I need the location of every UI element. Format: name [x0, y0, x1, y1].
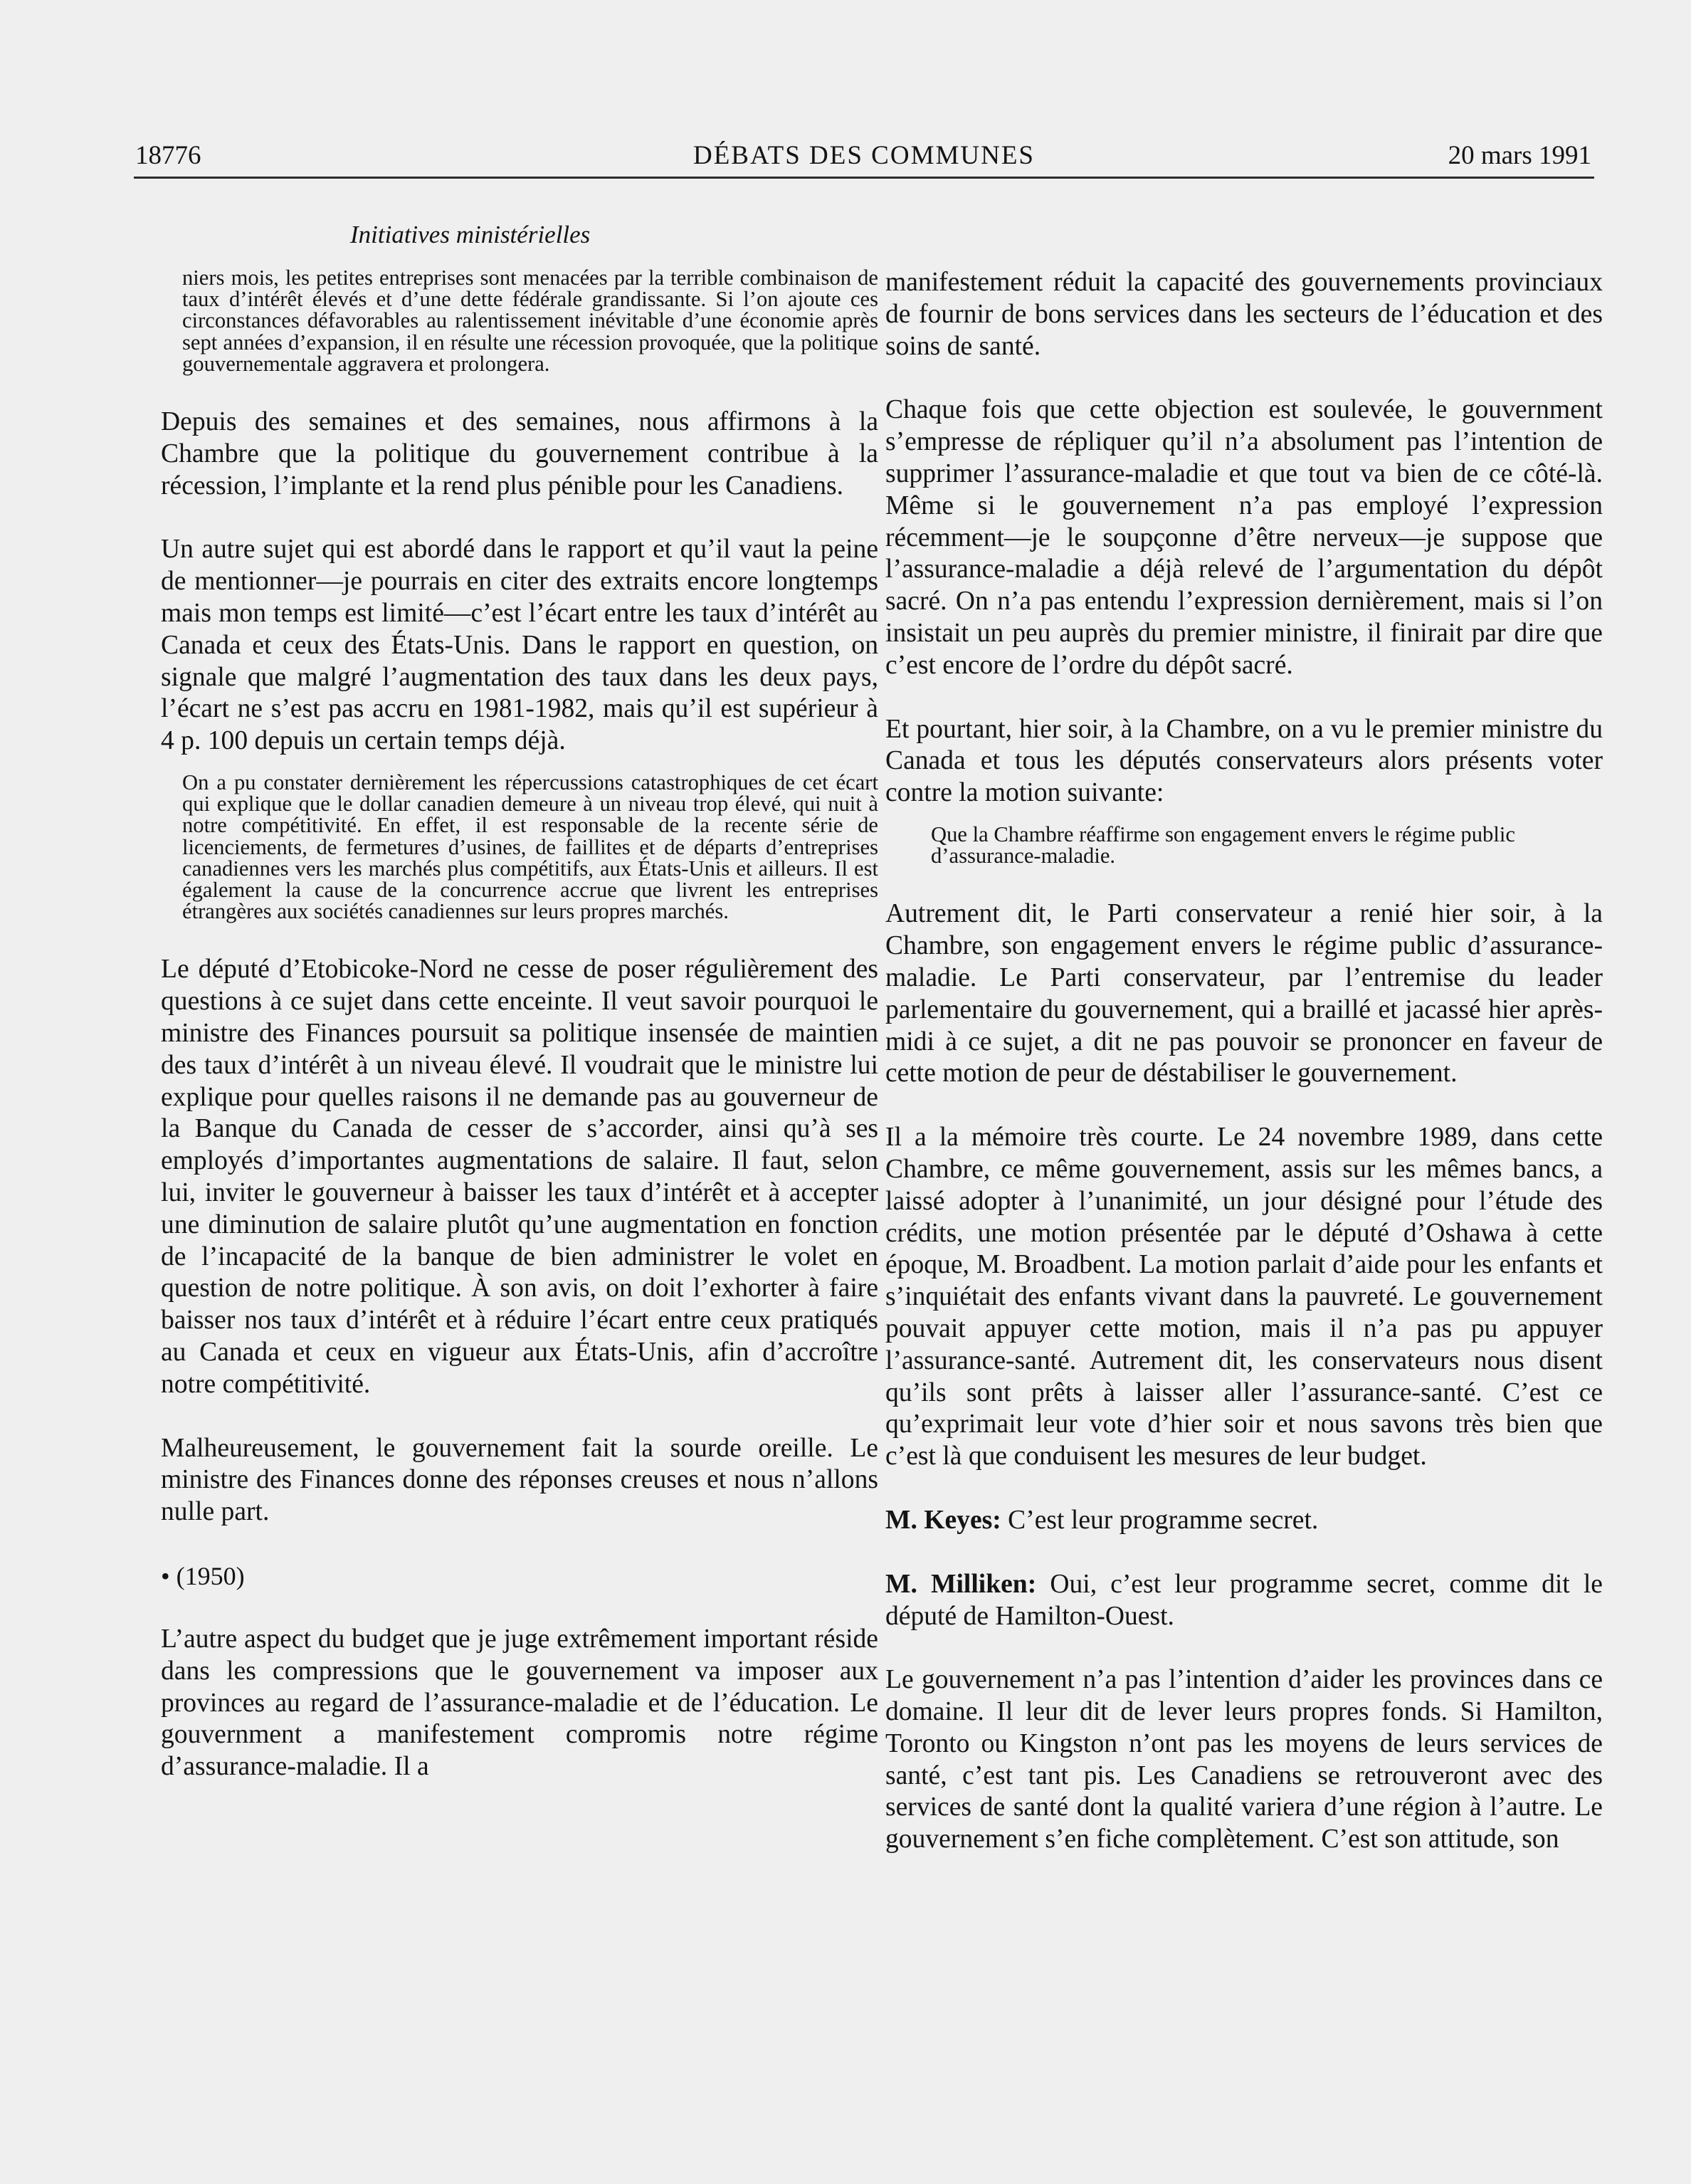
paragraph: Depuis des semaines et des semaines, nous affirmons à la Chambre que la politique du gouvernement contribue à la récession, l’implante et la rend plus pénible pour les Canadiens.	[161, 407, 878, 500]
paragraph: Chaque fois que cette objection est soulevée, le gouvernment s’empresse de répliquer qu’il n’a absolument pas l’intention de supprimer l’assurance-maladie et que tout va bien de ce côté-là. Même si le gouvernement n’a pas employé l’expression récemment—je le soupçonne d’être nerveux—je suppose que l’assurance-maladie a déjà relevé de l’argumentation du dépôt sacré. On n’a pas entendu l’expression dernièrement, mais si l’on insistait un peu auprès du premier ministre, il finirait par dire que c’est encore de l’ordre du dépôt sacré.	[885, 395, 1603, 680]
right-column	[885, 267, 1603, 1856]
paragraph: Le gouvernement n’a pas l’intention d’aider les provinces dans ce domaine. Il leur dit de lever leurs propres fonds. Si Hamilton, Toronto ou Kingston n’ont pas les moyens de leurs services de santé, c’est tant pis. Les Canadiens se retrouveront avec des services de santé dont la qualité variera d’une région à l’autre. Le gouvernement s’en fiche complètement. C’est son attitude, son	[885, 1665, 1603, 1854]
paragraph: Un autre sujet qui est abordé dans le rapport et qu’il vaut la peine de mentionner—je pourrais en citer des extraits encore longtemps mais mon temps est limité—c’est l’écart entre les taux d’intérêt au Canada et ceux des États-Unis. Dans le rapport en question, on signale que malgré l’augmentation des taux dans les deux pays, l’écart ne s’est pas accru en 1981-1982, mais qu’il est supérieur à 4 p. 100 depuis un certain temps déjà.	[161, 535, 878, 756]
block-quote: niers mois, les petites entreprises sont menacées par la terrible combinaison de taux d’intérêt élevés et d’une dette fédérale grandissante. Si l’on ajoute ces circonstances défavorables au ralentissement inévitable d’une économie après sept années d’expansion, il en résulte une récession provoquée, que la politique gouvernementale aggravera et prolongera.	[182, 266, 878, 376]
speech-text: Oui, c’est leur programme secret, comme dit le député de Hamilton-Ouest.	[885, 1569, 1603, 1631]
motion-quote: Que la Chambre réaffirme son engagement envers le régime public d’assurance-maladie.	[931, 821, 1515, 868]
block-quote: On a pu constater dernièrement les répercussions catastrophiques de cet écart qui explique que le dollar canadien demeure à un niveau trop élevé, qui nuit à notre compétitivité. En effet, il est responsable de la recente série de licenciements, de fermetures d’usines, de faillites et de départs d’entreprises canadiennes vers les marchés plus compétitifs, aux États-Unis et ailleurs. Il est également la cause de la concurrence accrue que livrent les entreprises étrangères aux sociétés canadiennes sur leurs propres marchés.	[182, 770, 878, 924]
page-header	[134, 140, 1594, 179]
speech-text: C’est leur programme secret.	[1001, 1505, 1319, 1535]
paragraph: Et pourtant, hier soir, à la Chambre, on a vu le premier ministre du Canada et tous les députés conservateurs alors présents voter contre la motion suivante:	[885, 714, 1603, 808]
speech	[885, 1569, 1603, 1633]
speech	[885, 1505, 1603, 1537]
paragraph: L’autre aspect du budget que je juge extrêmement important réside dans les compressions que le gouvernement va imposer aux provinces au regard de l’assurance-maladie et de l’éducation. Le gouvernment a manifestement compromis notre régime d’assurance-maladie. Il a	[161, 1624, 878, 1782]
paragraph: Malheureusement, le gouvernement fait la sourde oreille. Le ministre des Finances donne des réponses creuses et nous n’allons nulle part.	[161, 1433, 878, 1527]
paragraph: Le député d’Etobicoke-Nord ne cesse de poser régulièrement des questions à ce sujet dans cette enceinte. Il veut savoir pourquoi le ministre des Finances poursuit sa politique insensée de maintien des taux d’intérêt à un niveau élevé. Il voudrait que le ministre lui explique pour quelles raisons il ne demande pas au gouverneur de la Banque du Canada de cesser de s’accorder, ainsi qu’à ses employés d’importantes augmentations de salaire. Il faut, selon lui, inviter le gouverneur à baisser les taux d’intérêt et à accepter une diminution de salaire plutôt qu’une augmentation en fonction de l’incapacité de la banque de bien administrer le volet en question de notre politique. À son avis, on doit l’exhorter à faire baisser nos taux d’intérêt et à réduire l’écart entre ceux pratiqués au Canada et ceux en vigueur aux États-Unis, afin d’accroître notre compétitivité.	[161, 955, 878, 1399]
paragraph: Autrement dit, le Parti conservateur a renié hier soir, à la Chambre, son engagement envers le régime public d’assurance-maladie. Le Parti conservateur, par l’entremise du leader parlementaire du gouvernement, qui a braillé et jacassé hier après-midi à ce sujet, a dit ne pas pouvoir se prononcer en faveur de cette motion de peur de déstabiliser le gouvernement.	[885, 899, 1603, 1088]
publication-title: DÉBATS DES COMMUNES	[692, 141, 1035, 170]
paragraph: Il a la mémoire très courte. Le 24 novembre 1989, dans cette Chambre, ce même gouvernement, assis sur les mêmes bancs, a laissé adopter à l’unanimité, un jour désigné pour l’étude des crédits, une motion présentée par le député d’Oshawa à cette époque, M. Broadbent. La motion parlait d’aide pour les enfants et s’inquiétait des enfants vivant dans la pauvreté. Le gouvernement pouvait appuyer cette motion, mais il n’a pas pu appuyer l’assurance-santé. Autrement dit, les conservateurs nous disent qu’ils sont prêts à laisser aller l’assurance-santé. C’est ce qu’exprimait leur vote d’hier soir et nous savons très bien que c’est là que conduisent les mesures de leur budget.	[885, 1123, 1603, 1471]
publication-date: 20 mars 1991	[1448, 141, 1591, 170]
page-number: 18776	[135, 141, 201, 170]
speaker-name: M. Keyes:	[885, 1505, 1001, 1535]
paragraph: manifestement réduit la capacité des gouvernements provinciaux de fournir de bons services dans les secteurs de l’éducation et des soins de santé.	[885, 268, 1603, 361]
left-column	[161, 267, 878, 1783]
timestamp: • (1950)	[161, 1561, 245, 1590]
speaker-name: M. Milliken:	[885, 1569, 1037, 1599]
section-title: Initiatives ministérielles	[350, 221, 591, 248]
